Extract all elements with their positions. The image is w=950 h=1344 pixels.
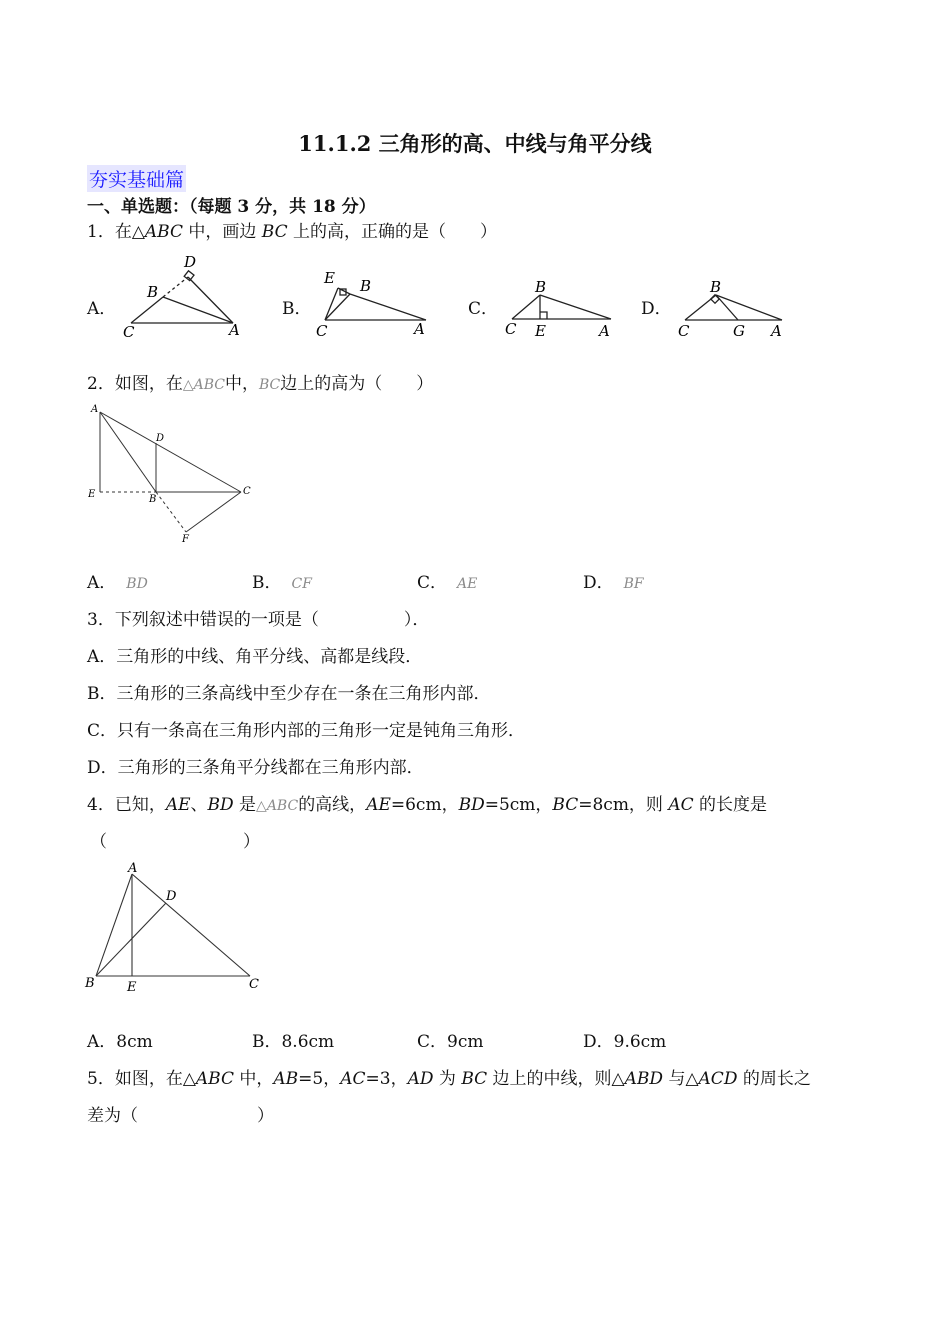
- q1-option-c-label: C．: [468, 299, 499, 319]
- q4-label-a: A: [128, 861, 138, 876]
- q2-label-e: E: [88, 489, 96, 500]
- q2-label-b: B: [149, 494, 157, 505]
- q2-option-c: C． AE: [417, 573, 478, 593]
- q1a-label-d: D: [184, 253, 197, 271]
- section-tag: 夯实基础篇: [87, 165, 186, 192]
- q4-label-b: B: [85, 976, 95, 991]
- q3-option-b: B．三角形的三条高线中至少存在一条在三角形内部．: [87, 684, 491, 704]
- q3-option-a: A．三角形的中线、角平分线、高都是线段．: [87, 647, 423, 667]
- section-heading: 一、单选题：（每题 3 分，共 18 分）: [87, 197, 376, 217]
- q4-figure: [82, 858, 262, 998]
- q1d-label-a: A: [771, 322, 782, 340]
- q1b-label-e: E: [324, 269, 335, 287]
- q1c-label-b: B: [535, 278, 547, 296]
- q5-stem-line1: 5．如图，在△ABC 中，AB=5，AC=3，AD 为 BC 边上的中线，则△ABD 与△ACD 的周长之: [87, 1069, 811, 1089]
- q1-figure-a: [118, 250, 248, 342]
- q1-stem: 1．在△ABC 中，画边 BC 上的高，正确的是（ ）: [87, 222, 498, 242]
- q3-stem: 3．下列叙述中错误的一项是（ ）．: [87, 610, 430, 630]
- q1-figure-d: [672, 274, 792, 342]
- q4-label-c: C: [249, 977, 259, 992]
- q1a-label-a: A: [229, 321, 240, 339]
- q1d-label-g: G: [733, 322, 745, 340]
- q3-option-c: C．只有一条高在三角形内部的三角形一定是钝角三角形．: [87, 721, 526, 741]
- q1c-label-a: A: [599, 322, 610, 340]
- q2-label-a: A: [91, 404, 99, 415]
- q4-label-e: E: [127, 980, 137, 995]
- q4-answer-paren: （ ）: [90, 832, 260, 852]
- q1a-label-c: C: [123, 323, 135, 341]
- q1-figure-c: [498, 274, 618, 342]
- q1-figure-b: [308, 262, 438, 342]
- q1c-label-e: E: [535, 322, 546, 340]
- q4-option-a: A．8cm: [87, 1032, 153, 1052]
- q1d-label-c: C: [678, 322, 690, 340]
- q1-option-d-label: D．: [641, 299, 672, 319]
- q2-label-c: C: [243, 486, 251, 497]
- q4-stem: 4．已知，AE、BD 是△ABC的高线，AE=6cm，BD=5cm，BC=8cm，则 AC 的长度是: [87, 795, 768, 815]
- q4-label-d: D: [166, 889, 177, 904]
- q1c-label-c: C: [505, 320, 517, 338]
- q1-option-a-label: A．: [87, 299, 117, 319]
- q5-stem-line2: 差为（ ）: [87, 1106, 274, 1126]
- q1d-label-b: B: [710, 278, 722, 296]
- q4-option-b: B．8.6cm: [252, 1032, 335, 1052]
- q4-option-c: C．9cm: [417, 1032, 484, 1052]
- q2-option-d: D． BF: [583, 573, 644, 593]
- q1b-label-a: A: [414, 320, 425, 338]
- q2-stem: 2．如图，在△ABC中，BC边上的高为（ ）: [87, 374, 434, 394]
- q1b-label-c: C: [316, 322, 328, 340]
- q4-option-d: D．9.6cm: [583, 1032, 667, 1052]
- q1a-label-b: B: [147, 283, 159, 301]
- q1-option-b-label: B．: [282, 299, 312, 319]
- q1b-label-b: B: [360, 277, 372, 295]
- q2-option-b: B． CF: [252, 573, 312, 593]
- q2-option-a: A． BD: [87, 573, 148, 593]
- page-title: 11.1.2 三角形的高、中线与角平分线: [298, 131, 652, 156]
- q3-option-d: D．三角形的三条角平分线都在三角形内部．: [87, 758, 424, 778]
- q2-label-f: F: [182, 534, 189, 545]
- q2-label-d: D: [156, 433, 165, 444]
- q2-figure: [88, 400, 258, 548]
